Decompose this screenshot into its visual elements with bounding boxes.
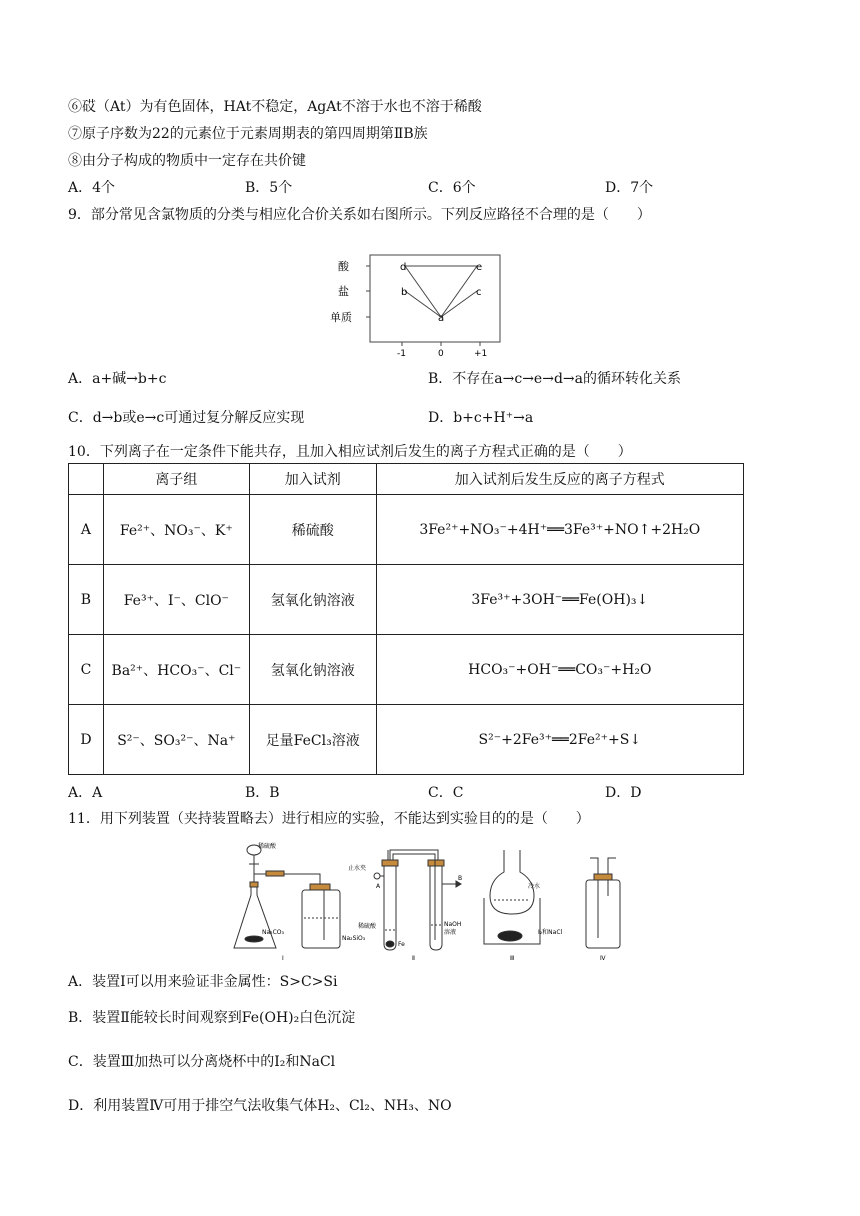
q8-option-d[interactable]: D．7个 (605, 180, 654, 196)
row-equation: HCO₃⁻+OH⁻══CO₃⁻+H₂O (376, 635, 743, 705)
q11-option-a[interactable]: A．装置Ⅰ可以用来验证非金属性：S>C>Si (68, 974, 338, 990)
chlorine-valence-diagram (330, 250, 520, 364)
q10-option-c[interactable]: C．C (428, 785, 464, 801)
q11-stem: 11．用下列装置（夹持装置略去）进行相应的实验，不能达到实验目的的是（ ） (68, 811, 590, 827)
apparatus-1 (234, 845, 340, 948)
label-a: A (376, 883, 381, 890)
x-label-minus1: -1 (397, 349, 406, 359)
point-c: c (476, 287, 482, 298)
label-b: B (458, 875, 463, 882)
row-reagent: 氢氧化钠溶液 (249, 635, 376, 705)
row-ions: S²⁻、SO₃²⁻、Na⁺ (103, 705, 249, 775)
label-apparatus-1: Ⅰ (282, 955, 284, 962)
apparatus-figure (232, 840, 632, 966)
point-e: e (476, 262, 483, 273)
row-ions: Ba²⁺、HCO₃⁻、Cl⁻ (103, 635, 249, 705)
table-row (69, 635, 744, 705)
row-equation: 3Fe²⁺+NO₃⁻+4H⁺══3Fe³⁺+NO↑+2H₂O (376, 495, 743, 565)
label-apparatus-4: Ⅳ (600, 955, 606, 962)
label-flask: Na₂CO₃ (262, 929, 284, 936)
y-label-acid: 酸 (338, 260, 349, 273)
table-row (69, 495, 744, 565)
label-apparatus-3: Ⅲ (510, 955, 515, 962)
q10-option-a[interactable]: A．A (68, 785, 103, 801)
header-reagent: 加入试剂 (249, 464, 376, 495)
q11-option-b[interactable]: B．装置Ⅱ能较长时间观察到Fe(OH)₂白色沉淀 (68, 1010, 356, 1026)
apparatus-4 (586, 858, 620, 948)
statement-7: ⑦原子序数为22的元素位于元素周期表的第四周期第ⅡB族 (68, 126, 428, 142)
statement-8: ⑧由分子构成的物质中一定存在共价键 (68, 153, 306, 169)
y-label-element: 单质 (330, 311, 352, 324)
q8-option-c[interactable]: C．6个 (428, 180, 476, 196)
header-equation: 加入试剂后发生反应的离子方程式 (376, 464, 743, 495)
point-d: d (400, 262, 407, 273)
label-acid: 稀硫酸 (358, 923, 377, 930)
label-solution: 溶液 (444, 929, 457, 936)
y-label-salt: 盐 (338, 285, 349, 298)
q10-option-d[interactable]: D．D (605, 785, 642, 801)
table-row (69, 565, 744, 635)
q9-option-c[interactable]: C．d→b或e→c可通过复分解反应实现 (68, 410, 305, 426)
x-label-0: 0 (438, 349, 444, 359)
label-naoh: NaOH (444, 921, 462, 928)
row-ions: Fe³⁺、I⁻、ClO⁻ (103, 565, 249, 635)
q8-option-a[interactable]: A．4个 (68, 180, 116, 196)
point-a: a (438, 313, 445, 324)
q9-option-d[interactable]: D．b+c+H⁺→a (428, 410, 534, 426)
label-apparatus-2: Ⅱ (412, 955, 415, 962)
table-header-row (69, 464, 744, 495)
q9-option-a[interactable]: A．a+碱→b+c (68, 371, 167, 387)
x-label-plus1: +1 (474, 349, 488, 359)
point-b: b (401, 287, 408, 298)
label-fe: Fe (398, 941, 405, 948)
row-ions: Fe²⁺、NO₃⁻、K⁺ (103, 495, 249, 565)
q10-option-b[interactable]: B．B (245, 785, 280, 801)
header-label (69, 464, 104, 495)
label-mixture: I₂和NaCl (538, 929, 563, 936)
header-ions: 离子组 (103, 464, 249, 495)
q9-stem: 9．部分常见含氯物质的分类与相应化合价关系如右图所示。下列反应路径不合理的是（ ） (68, 207, 651, 223)
row-label: D (69, 705, 104, 775)
row-label: A (69, 495, 104, 565)
q11-option-c[interactable]: C．装置Ⅲ加热可以分离烧杯中的I₂和NaCl (68, 1054, 336, 1070)
q10-table (68, 463, 744, 775)
row-reagent: 氢氧化钠溶液 (249, 565, 376, 635)
row-label: B (69, 565, 104, 635)
label-bottle: Na₂SiO₃ (342, 935, 366, 942)
q10-stem: 10．下列离子在一定条件下能共存，且加入相应试剂后发生的离子方程式正确的是（ ） (68, 444, 632, 460)
q9-option-b[interactable]: B．不存在a→c→e→d→a的循环转化关系 (428, 371, 681, 387)
apparatus-3 (484, 850, 540, 944)
row-label: C (69, 635, 104, 705)
row-reagent: 足量FeCl₃溶液 (249, 705, 376, 775)
label-sep-funnel: 稀硫酸 (258, 843, 277, 850)
table-row (69, 705, 744, 775)
row-reagent: 稀硫酸 (249, 495, 376, 565)
row-equation: 3Fe³⁺+3OH⁻══Fe(OH)₃↓ (376, 565, 743, 635)
label-cold-water: 冷水 (528, 883, 541, 890)
row-equation: S²⁻+2Fe³⁺══2Fe²⁺+S↓ (376, 705, 743, 775)
statement-6: ⑥砹（At）为有色固体，HAt不稳定，AgAt不溶于水也不溶于稀酸 (68, 99, 482, 115)
q8-option-b[interactable]: B．5个 (245, 180, 293, 196)
q11-option-d[interactable]: D．利用装置Ⅳ可用于排空气法收集气体H₂、Cl₂、NH₃、NO (68, 1098, 452, 1114)
label-clip: 止水夹 (348, 865, 367, 872)
